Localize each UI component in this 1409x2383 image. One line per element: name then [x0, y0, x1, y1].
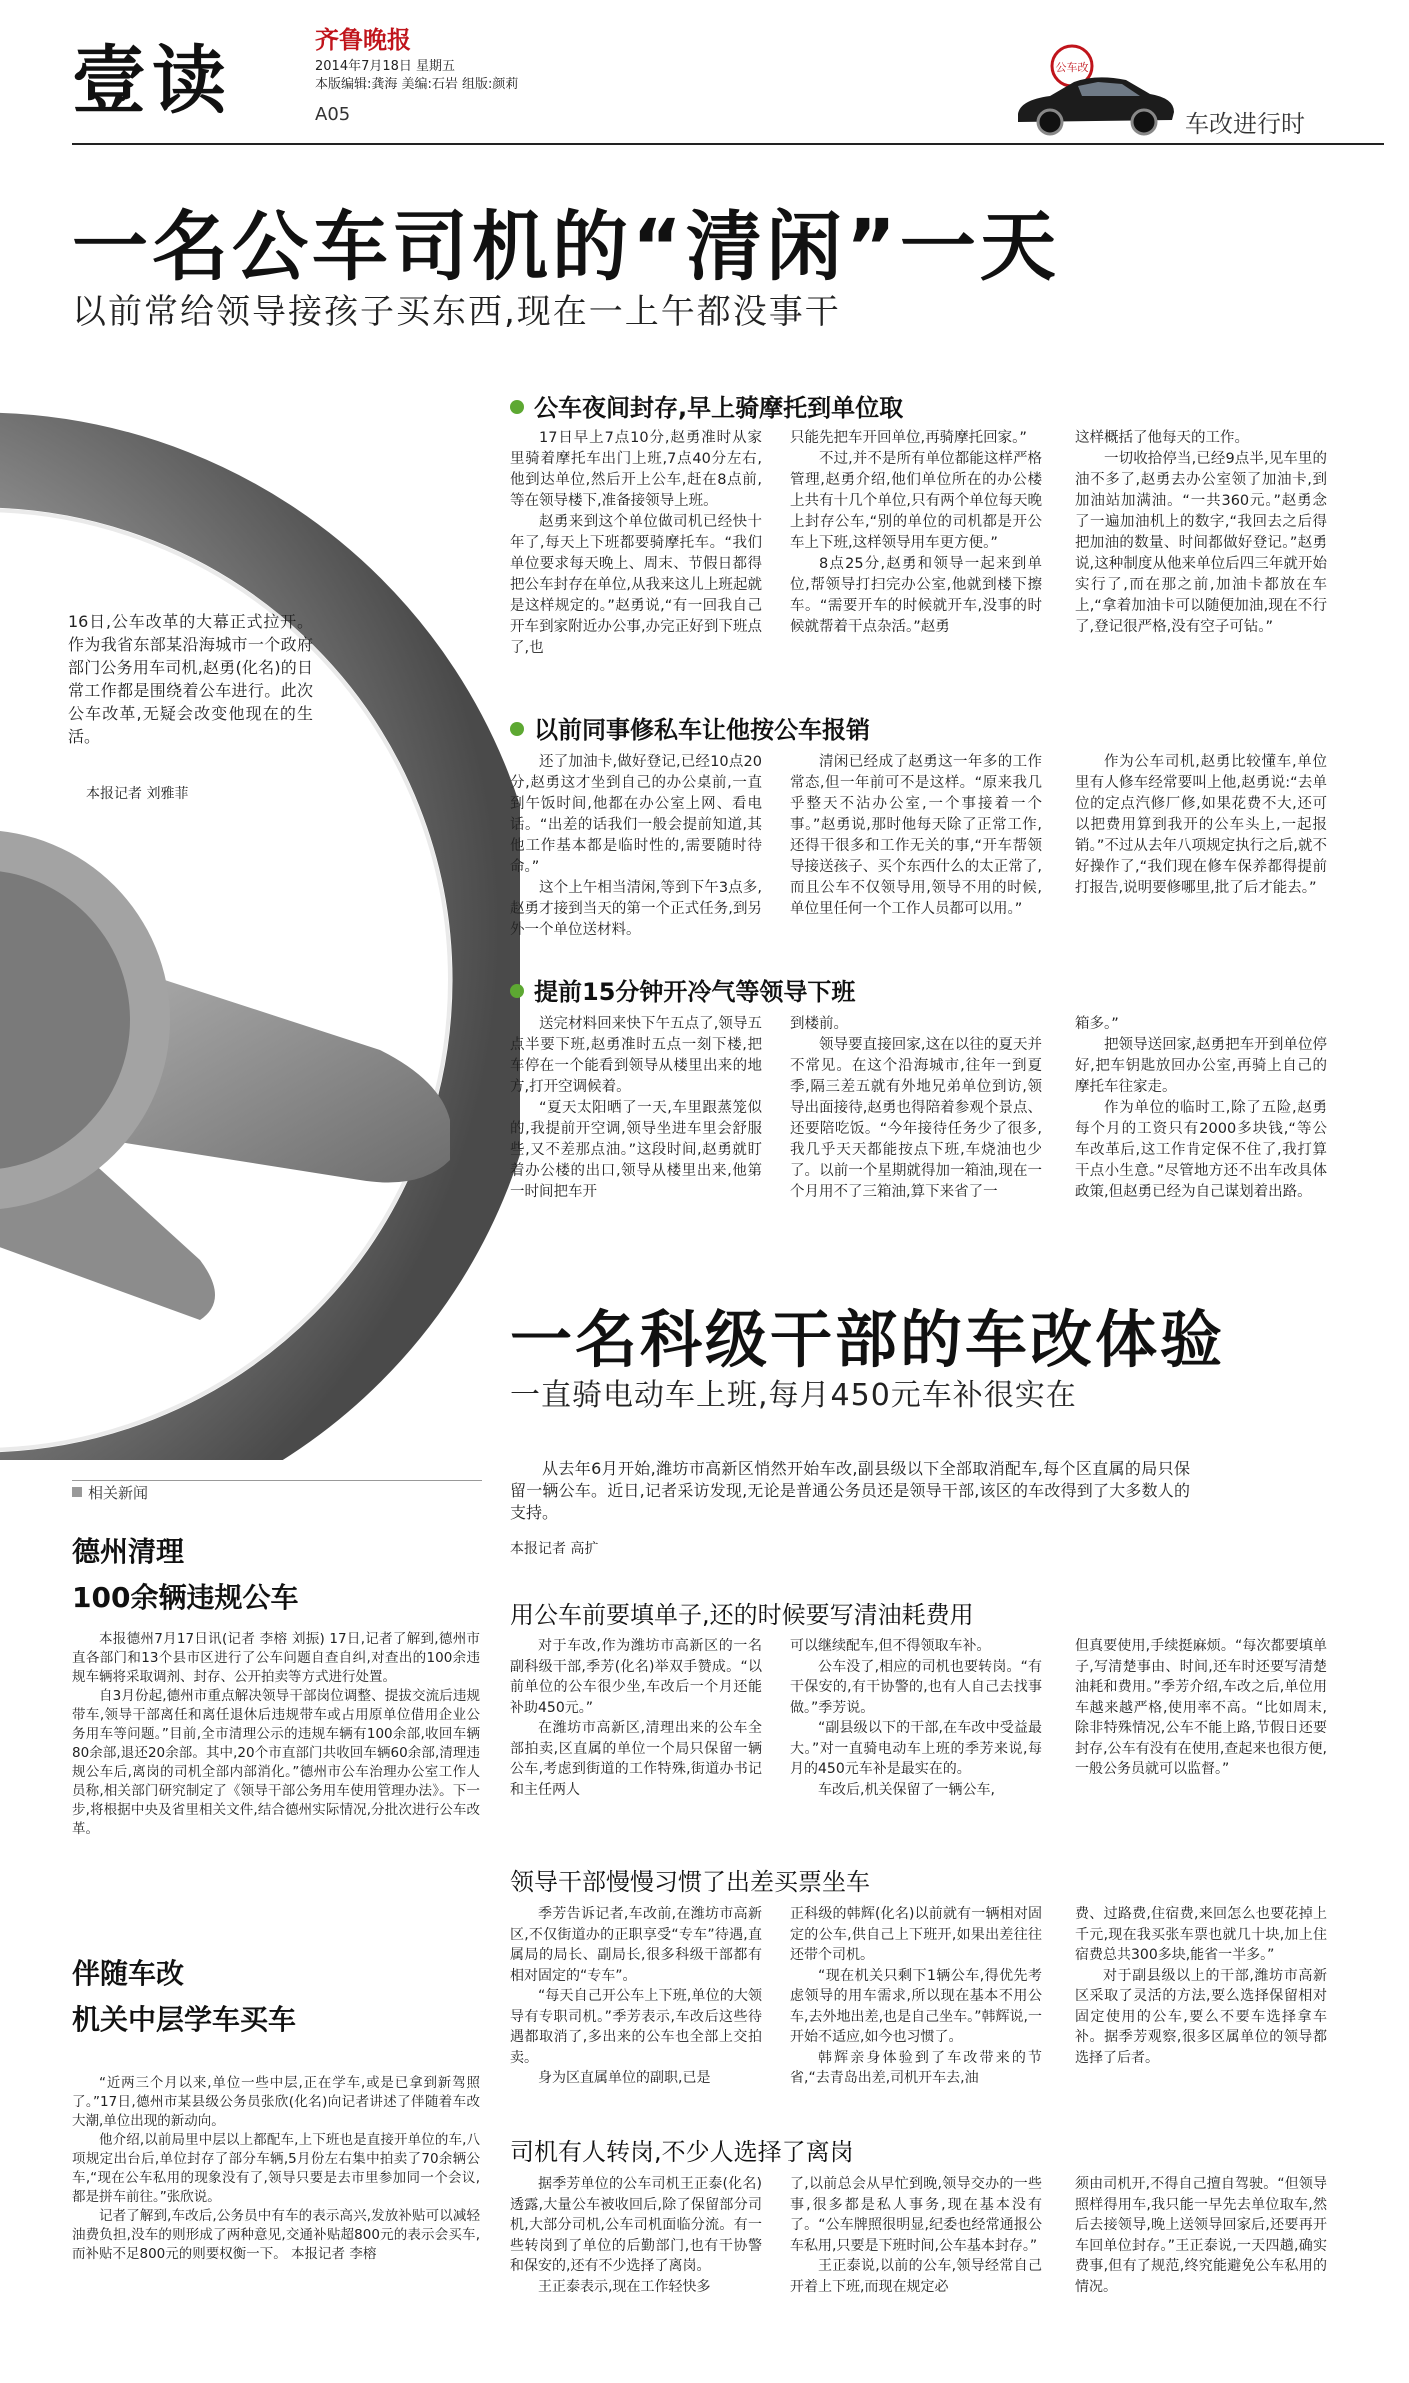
column-label: 车改进行时	[1185, 110, 1305, 138]
story2-s2-col3: 费、过路费,住宿费,来回怎么也要花掉上千元,现在我买张车票也就几十块,加上住宿费总共300多块,能省一半多。” 对于副县级以上的干部,潍坊市高新区采取了灵活的方法,要么选择保留相对固定使用的公车,要么不要车选择拿车补。据季芳观察,很多区属单位的领导都选择了后者。	[1075, 1906, 1327, 2066]
story2-lead: 从去年6月开始,潍坊市高新区悄然开始车改,副县级以下全部取消配车,每个区直属的局只保留一辆公车。近日,记者采访发现,无论是普通公务员还是领导干部,该区的车改得到了大多数人的支持。	[510, 1459, 1190, 1522]
newspaper-logo: 齐鲁晚报	[315, 25, 411, 54]
car-icon	[1010, 44, 1180, 140]
sidebar-headline: 机关中层学车买车	[72, 2003, 297, 2036]
story2-headline: 一名科级干部的车改体验	[510, 1303, 1226, 1376]
story1-section-title: 以前同事修私车让他按公车报销	[510, 710, 870, 745]
story2-s3-col1: 据季芳单位的公车司机王正泰(化名)透露,大量公车被收回后,除了保留部分司机,大部分司机,公车司机面临分流。有一些转岗到了单位的后勤部门,也有干协警和保安的,还有不少选择了离岗。 王正泰表示,现在工作轻快多	[510, 2176, 762, 2295]
story1-intro: 16日,公车改革的大幕正式拉开。作为我省东部某沿海城市一个政府部门公务用车司机,赵勇(化名)的日常工作都是围绕着公车进行。此次公车改革,无疑会改变他现在的生活。	[68, 612, 313, 746]
sidebar-headline: 德州清理	[72, 1535, 185, 1568]
story2-s1-col2: 可以继续配车,但不得领取车补。 公车没了,相应的司机也要转岗。“有干保安的,有干协警的,也有人自己去找事做。”季芳说。 “副县级以下的干部,在车改中受益最大。”对一直骑电动车上班的季芳来说,每月的450元车补是最实在的。 车改后,机关保留了一辆公车,	[790, 1638, 1042, 1798]
story1-section-title: 提前15分钟开冷气等领导下班	[510, 972, 855, 1007]
related-news-label: 相关新闻	[72, 1480, 482, 1504]
bullet-icon	[510, 984, 524, 998]
story2-s1-col3: 但真要使用,手续挺麻烦。“每次都要填单子,写清楚事由、时间,还车时还要写清楚油耗和费用。”季芳介绍,车改之后,单位用车越来越严格,使用率不高。“比如周末,除非特殊情况,公车不能上路,节假日还要封存,公车有没有在使用,查起来也很方便,一般公务员就可以监督。”	[1075, 1638, 1327, 1777]
story1-s3-col3: 箱多。” 把领导送回家,赵勇把车开到单位停好,把车钥匙放回办公室,再骑上自己的摩托车往家走。 作为单位的临时工,除了五险,赵勇每个月的工资只有2000多块钱,“等公车改革后,这工作肯定保不住了,我打算干点小生意。”尽管地方还不出车改具体政策,但赵勇已经为自己谋划着出路。	[1075, 1016, 1327, 1200]
story2-s2-col1: 季芳告诉记者,车改前,在潍坊市高新区,不仅街道办的正职享受“专车”待遇,直属局的局长、副局长,很多科级干部都有相对固定的“专车”。 “每天自己开公车上下班,单位的大领导有专职司机。”季芳表示,车改后这些待遇都取消了,多出来的公车也全部上交拍卖。 身为区直属单位的副职,已是	[510, 1906, 762, 2086]
sidebar-article-1: 本报德州7月17日讯(记者 李榕 刘振) 17日,记者了解到,德州市直各部门和13个县市区进行了公车问题自查自纠,对查出的100余违规车辆将采取调剂、封存、公开拍卖等方式进行处置。 自3月份起,德州市重点解决领导干部岗位调整、提拔交流后违规带车,领导干部离任和离任退休后违规带车或占用原单位借用企业公务用车等问题。”目前,全市清理公示的违规车辆有100余部,收回车辆80余部,退还20余部。其中,20个市直部门共收回车辆60余部,清理违规公车后,离岗的司机全部内部消化。”德州市公车治理办公室工作人员称,相关部门研究制定了《领导干部公务用车使用管理办法》。下一步,将根据中央及省里相关文件,结合德州实际情况,分批次进行公车改革。	[72, 1631, 480, 1837]
story1-section-title: 公车夜间封存,早上骑摩托到单位取	[510, 388, 903, 423]
story1-s2-col2: 清闲已经成了赵勇这一年多的工作常态,但一年前可不是这样。“原来我几乎整天不沾办公室,一个事接着一个事。”赵勇说,那时他每天除了正常工作,还得干很多和工作无关的事,“开车帮领导接送孩子、买个东西什么的太正常了,而且公车不仅领导用,领导不用的时候,单位里任何一个工作人员都可以用。”	[790, 754, 1042, 917]
square-icon	[72, 1487, 82, 1497]
page-number: A05	[315, 104, 351, 125]
story2-s3-col3: 须由司机开,不得自己擅自驾驶。“但领导照样得用车,我只能一早先去单位取车,然后去接领导,晚上送领导回家后,还要再开车回单位封存。”王正泰说,一天四趟,确实费事,但有了规范,终究能避免公车私用的情况。	[1075, 2176, 1327, 2295]
issue-date: 2014年7月18日 星期五	[315, 59, 456, 74]
story1-s1-col1: 17日早上7点10分,赵勇准时从家里骑着摩托车出门上班,7点40分左右,他到达单位,然后开上公车,赶在8点前,等在领导楼下,准备接领导上班。 赵勇来到这个单位做司机已经快十年了,每天上下班都要骑摩托车。“我们单位要求每天晚上、周末、节假日都得把公车封存在单位,从我来这儿上班起就是这样规定的。”赵勇说,“有一回我自己开车到家附近办公事,办完正好到下班点了,也	[510, 430, 762, 656]
editor-credits: 本版编辑:龚海 美编:石岩 组版:颜莉	[315, 77, 519, 92]
story1-s1-col3: 这样概括了他每天的工作。 一切收拾停当,已经9点半,见车里的油不多了,赵勇去办公室领了加油卡,到加油站加满油。“一共360元。”赵勇念了一遍加油机上的数字,“我回去之后得把加油的数量、时间都做好登记。”赵勇说,这种制度从他来单位后四三年就开始实行了,而在那之前,加油卡都放在车上,“拿着加油卡可以随便加油,现在不行了,登记很严格,没有空子可钻。”	[1075, 430, 1327, 635]
sidebar-headline: 伴随车改	[72, 1957, 185, 1990]
issue-meta	[315, 58, 518, 94]
bullet-icon	[510, 400, 524, 414]
story2-s2-col2: 正科级的韩辉(化名)以前就有一辆相对固定的公车,供自己上下班开,如果出差往往还带个司机。 “现在机关只剩下1辆公车,得优先考虑领导的用车需求,所以现在基本不用公车,去外地出差,也是自己坐车。”韩辉说,一开始不适应,如今也习惯了。 韩辉亲身体验到了车改带来的节省,“去青岛出差,司机开车去,油	[790, 1906, 1042, 2086]
story1-s2-col1: 还了加油卡,做好登记,已经10点20分,赵勇这才坐到自己的办公桌前,一直到午饭时间,他都在办公室上网、看电话。“出差的话我们一般会提前知道,其他工作基本都是临时性的,需要随时待命。” 这个上午相当清闲,等到下午3点多,赵勇才接到当天的第一个正式任务,到另外一个单位送材料。	[510, 754, 762, 938]
story1-byline: 本报记者 刘雅菲	[86, 786, 189, 802]
story2-s1-col1: 对于车改,作为潍坊市高新区的一名副科级干部,季芳(化名)举双手赞成。“以前单位的公车很少坐,车改后一个月还能补助450元。” 在潍坊市高新区,清理出来的公车全部拍卖,区直属的单位一个局只保留一辆公车,考虑到街道的工作特殊,街道办书记和主任两人	[510, 1638, 762, 1798]
story2-section-title: 领导干部慢慢习惯了出差买票坐车	[510, 1868, 870, 1896]
sidebar-headline: 100余辆违规公车	[72, 1581, 299, 1614]
story2-s3-col2: 了,以前总会从早忙到晚,领导交办的一些事,很多都是私人事务,现在基本没有了。“公车牌照很明显,纪委也经常通报公车私用,只要是下班时间,公车基本封存。” 王正泰说,以前的公车,领导经常自己开着上下班,而现在规定必	[790, 2176, 1042, 2295]
section-title: 壹读	[72, 38, 232, 124]
story2-section-title: 司机有人转岗,不少人选择了离岗	[510, 2138, 854, 2166]
story1-headline: 一名公车司机的“清闲”一天	[72, 202, 1060, 291]
story1-s2-col3: 作为公车司机,赵勇比较懂车,单位里有人修车经常要叫上他,赵勇说:“去单位的定点汽修厂修,如果花费不大,还可以把费用算到我开的公车头上,一起报销。”不过从去年八项规定执行之后,就不好操作了,“我们现在修车保养都得提前打报告,说明要修哪里,批了后才能去。”	[1075, 754, 1327, 896]
car-badge-text: 公车改	[1055, 61, 1089, 74]
story2-subhead: 一直骑电动车上班,每月450元车补很实在	[510, 1378, 1077, 1413]
header-divider	[72, 143, 1384, 145]
sidebar-article-2: “近两三个月以来,单位一些中层,正在学车,或是已拿到新驾照了。”17日,德州市某县级公务员张欣(化名)向记者讲述了伴随着车改大潮,单位出现的新动向。 他介绍,以前局里中层以上都配车,上下班也是直接开单位的车,八项规定出台后,单位封存了部分车辆,5月份左右集中拍卖了70余辆公车,“现在公车私用的现象没有了,领导只要是去市里参加同一个会议,都是拼车前往。”张欣说。 记者了解到,车改后,公务员中有车的表示高兴,发放补贴可以减轻油费负担,没车的则形成了两种意见,交通补贴超800元的表示会买车,而补贴不足800元的则要权衡一下。 本报记者 李榕	[72, 2075, 480, 2262]
story1-subhead: 以前常给领导接孩子买东西,现在一上午都没事干	[72, 292, 841, 332]
story2-section-title: 用公车前要填单子,还的时候要写清油耗费用	[510, 1601, 974, 1629]
steering-wheel-image	[0, 360, 520, 1460]
story1-s3-col2: 到楼前。 领导要直接回家,这在以往的夏天并不常见。在这个沿海城市,往年一到夏季,隔三差五就有外地兄弟单位到访,领导出面接待,赵勇也得陪着参观个景点、还要陪吃饭。“今年接待任务少了很多,我几乎天天都能按点下班,车烧油也少了。以前一个星期就得加一箱油,现在一个月用不了三箱油,算下来省了一	[790, 1016, 1042, 1200]
story2-byline: 本报记者 高扩	[510, 1541, 599, 1557]
bullet-icon	[510, 722, 524, 736]
story1-s3-col1: 送完材料回来快下午五点了,领导五点半要下班,赵勇准时五点一刻下楼,把车停在一个能看到领导从楼里出来的地方,打开空调候着。 “夏天太阳晒了一天,车里跟蒸笼似的,我提前开空调,领导坐进车里会舒服些,又不差那点油。”这段时间,赵勇就盯着办公楼的出口,领导从楼里出来,他第一时间把车开	[510, 1016, 762, 1200]
story1-s1-col2: 只能先把车开回单位,再骑摩托回家。” 不过,并不是所有单位都能这样严格管理,赵勇介绍,他们单位所在的办公楼上共有十几个单位,只有两个单位每天晚上封存公车,“别的单位的司机都是开公车上下班,这样领导用车更方便。” 8点25分,赵勇和领导一起来到单位,帮领导打扫完办公室,他就到楼下擦车。“需要开车的时候就开车,没事的时候就帮着干点杂活。”赵勇	[790, 430, 1042, 635]
